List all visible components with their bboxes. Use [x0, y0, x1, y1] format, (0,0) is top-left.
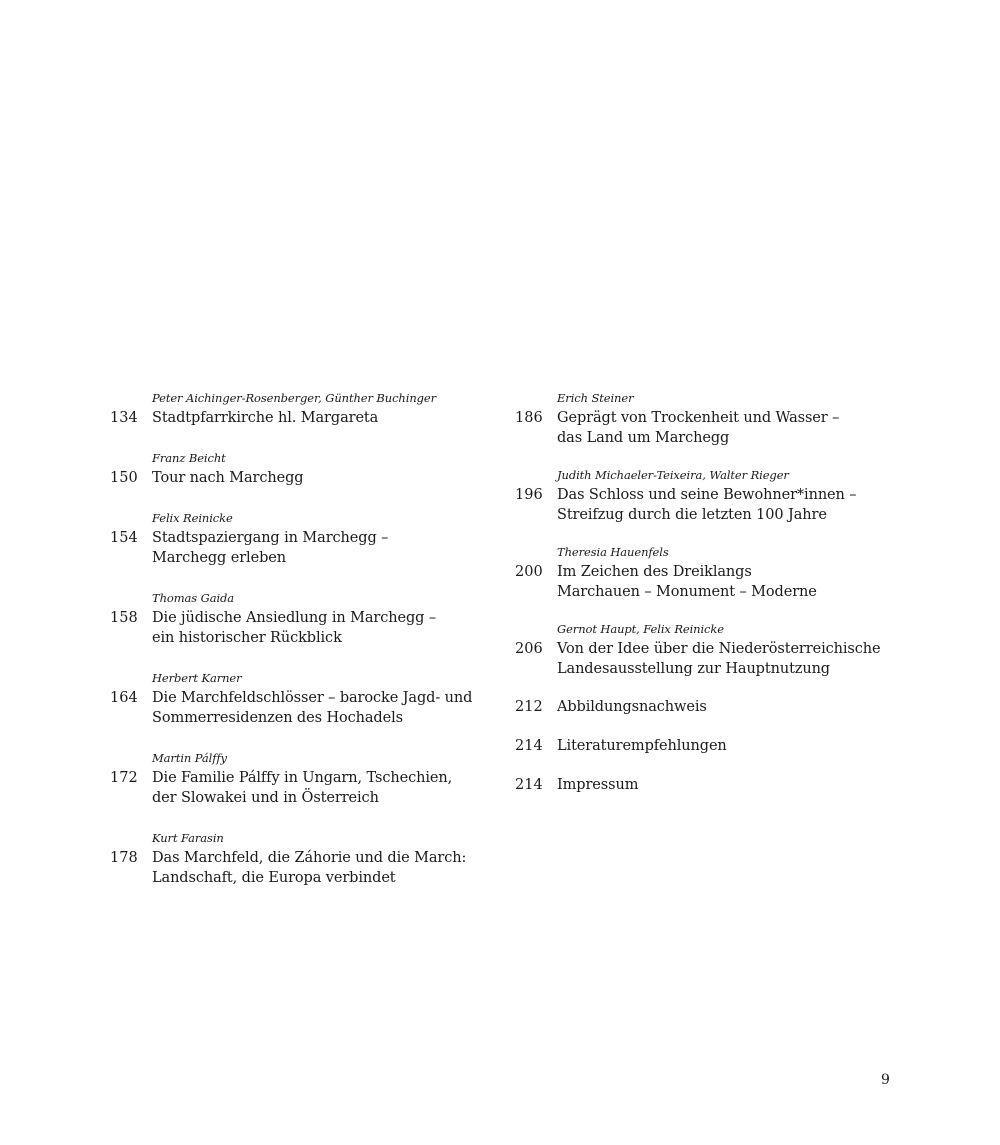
- toc-title-line: der Slowakei und in Österreich: [152, 790, 379, 806]
- toc-entry[interactable]: [515, 621, 915, 679]
- toc-entry[interactable]: [515, 697, 915, 717]
- toc-author: Gernot Haupt, Felix Reinicke: [557, 622, 724, 636]
- toc-author: Erich Steiner: [557, 391, 634, 405]
- toc-entry[interactable]: [110, 750, 490, 808]
- toc-author: Theresia Hauenfels: [557, 545, 669, 559]
- toc-page-number: 150: [110, 470, 138, 486]
- toc-page-number: 134: [110, 410, 138, 426]
- toc-title-line: Literaturempfehlungen: [557, 738, 727, 754]
- toc-entry[interactable]: [110, 670, 490, 728]
- toc-page-number: 164: [110, 690, 138, 706]
- toc-title-line: Von der Idee über die Niederösterreichische: [557, 641, 881, 657]
- toc-title-line: Die Familie Pálffy in Ungarn, Tschechien,: [152, 770, 453, 786]
- toc-title-line: Tour nach Marchegg: [152, 470, 304, 486]
- toc-author: Judith Michaeler-Teixeira, Walter Rieger: [557, 468, 789, 482]
- toc-title-line: Geprägt von Trockenheit und Wasser –: [557, 410, 840, 426]
- toc-entry[interactable]: [515, 736, 915, 756]
- toc-title-line: Landschaft, die Europa verbindet: [152, 870, 396, 886]
- toc-page-number: 158: [110, 610, 138, 626]
- toc-page-number: 200: [515, 564, 543, 580]
- toc-right-column: [515, 390, 915, 795]
- toc-page-number: 154: [110, 530, 138, 546]
- toc-page-number: 196: [515, 487, 543, 503]
- toc-page-number: 178: [110, 850, 138, 866]
- toc-title-line: Abbildungsnachweis: [557, 699, 707, 715]
- toc-page-number: 214: [515, 777, 543, 793]
- toc-title-line: Das Marchfeld, die Záhorie und die March:: [152, 850, 467, 866]
- toc-entry[interactable]: [110, 590, 490, 648]
- toc-entry[interactable]: [110, 830, 490, 888]
- toc-title-line: Sommerresidenzen des Hochadels: [152, 710, 403, 726]
- toc-entry[interactable]: [515, 775, 915, 795]
- toc-entry[interactable]: [515, 467, 915, 525]
- toc-page-number: 172: [110, 770, 138, 786]
- toc-title-line: Das Schloss und seine Bewohner*innen –: [557, 487, 857, 503]
- toc-title-line: Stadtpfarrkirche hl. Margareta: [152, 410, 379, 426]
- page-number: 9: [881, 1072, 890, 1088]
- toc-author: Peter Aichinger-Rosenberger, Günther Buchinger: [152, 391, 436, 405]
- toc-entry[interactable]: [110, 450, 490, 488]
- toc-title-line: Im Zeichen des Dreiklangs: [557, 564, 752, 580]
- toc-page-number: 212: [515, 699, 543, 715]
- toc-entry[interactable]: [110, 390, 490, 428]
- toc-title-line: Streifzug durch die letzten 100 Jahre: [557, 507, 827, 523]
- toc-title-line: Marchauen – Monument – Moderne: [557, 584, 817, 600]
- toc-left-column: [110, 390, 490, 888]
- toc-entry[interactable]: [515, 544, 915, 602]
- toc-title-line: Marchegg erleben: [152, 550, 286, 566]
- toc-author: Herbert Karner: [152, 671, 242, 685]
- toc-entry[interactable]: [110, 510, 490, 568]
- toc-title-line: Die Marchfeldschlösser – barocke Jagd- und: [152, 690, 473, 706]
- toc-page-number: 206: [515, 641, 543, 657]
- toc-title-line: Die jüdische Ansiedlung in Marchegg –: [152, 610, 437, 626]
- toc-title-line: ein historischer Rückblick: [152, 630, 342, 646]
- toc-entry[interactable]: [515, 390, 915, 448]
- toc-title-line: Landesausstellung zur Hauptnutzung: [557, 661, 830, 677]
- toc-author: Thomas Gaida: [152, 591, 235, 605]
- toc-page-number: 186: [515, 410, 543, 426]
- toc-title-line: das Land um Marchegg: [557, 430, 730, 446]
- toc-author: Franz Beicht: [152, 451, 226, 465]
- toc-title-line: Impressum: [557, 777, 639, 793]
- toc-author: Martin Pálffy: [152, 751, 227, 765]
- toc-author: Felix Reinicke: [152, 511, 233, 525]
- toc-page-number: 214: [515, 738, 543, 754]
- toc-author: Kurt Farasin: [152, 831, 224, 845]
- toc-title-line: Stadtspaziergang in Marchegg –: [152, 530, 389, 546]
